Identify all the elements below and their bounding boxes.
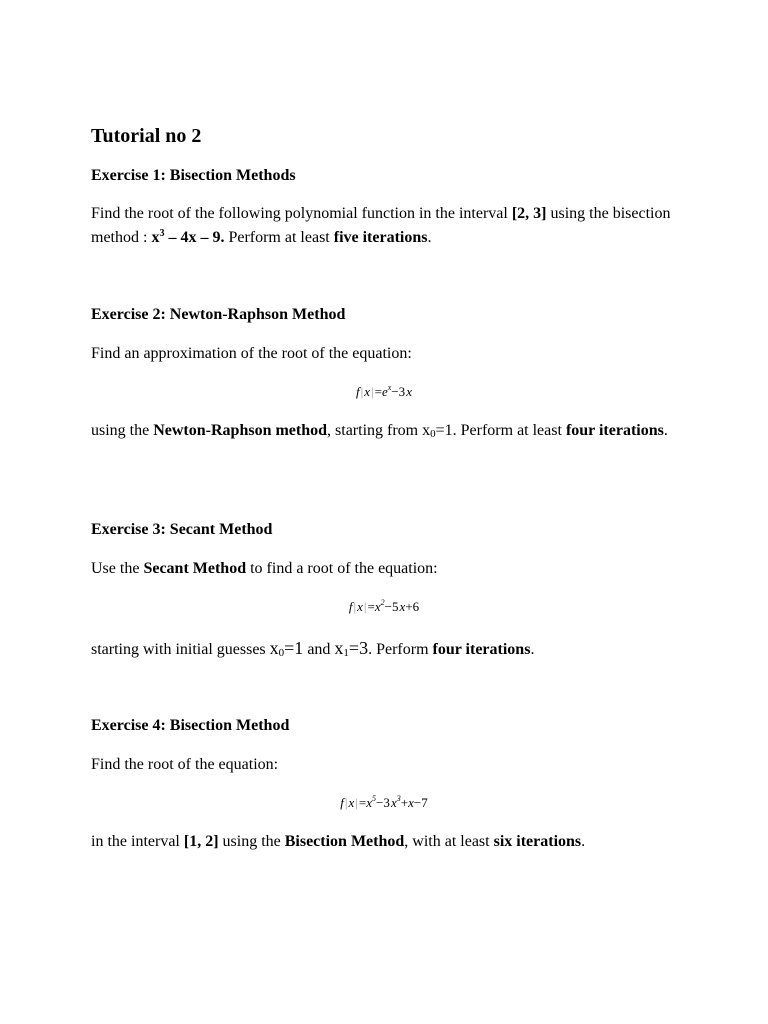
eq3-f: f [348, 599, 353, 614]
ex2-text-1: using the [91, 422, 154, 439]
eq3-x-base: x [374, 599, 381, 614]
eq4-x-b: x [390, 795, 397, 810]
exercise-1-text [91, 202, 681, 250]
ex1-poly-exponent: 3 [159, 228, 165, 239]
ex1-polynomial [151, 229, 224, 246]
ex3-method: Secant Method [143, 560, 247, 577]
ex3-text-2: to find a root of the equation: [246, 560, 438, 577]
eq4-f: f [340, 795, 344, 810]
exercise-3-heading: Exercise 3: Secant Method [91, 521, 273, 538]
exercise-2-text [91, 419, 681, 443]
eq4-x-c: x [408, 795, 414, 810]
ex2-text-3: =1. Perform at least [435, 422, 566, 439]
eq4-minus: − [376, 795, 384, 810]
eq4-plus: + [400, 795, 409, 810]
ex3-sub1: 1 [343, 647, 349, 659]
ex3-text-5: . [530, 641, 535, 658]
eq2-e: e [381, 384, 388, 399]
ex1-text-2: using the bisection method : [91, 205, 671, 246]
eq2-exponent: x [387, 383, 392, 392]
ex2-subscript: 0 [430, 428, 436, 440]
eq3-exponent: 2 [380, 598, 385, 607]
exercise-4-text [91, 830, 681, 854]
eq2-minus: − [391, 384, 399, 399]
eq3-plus: + [405, 599, 413, 614]
ex4-text-2: using the [218, 833, 285, 850]
exercise-1-heading: Exercise 1: Bisection Methods [91, 167, 296, 184]
ex1-text-3: Perform at least [224, 229, 334, 246]
exercise-2-heading: Exercise 2: Newton-Raphson Method [91, 306, 346, 323]
ex3-x0: x [269, 638, 279, 658]
exercise-4-intro: Find the root of the equation: [91, 756, 279, 773]
eq2-x2: x [406, 384, 413, 399]
ex3-text-3: starting with initial guesses [91, 641, 270, 658]
ex3-text-1: Use the [91, 560, 144, 577]
ex2-iterations: four iterations [565, 422, 664, 439]
ex3-and: and [303, 641, 335, 658]
exercise-4-equation: $f|x|=x^5-3$ $x^3+x-7$ [340, 794, 428, 810]
ex1-poly-base: x [151, 229, 160, 246]
eq4-minus-2: − [413, 795, 422, 810]
ex4-text-4: . [581, 833, 586, 850]
ex1-poly-rest: – 4x – 9. [164, 229, 225, 246]
eq4-x: x [348, 795, 355, 810]
eq2-f: f [355, 384, 360, 399]
ex1-text-1: Find the root of the following polynomial function in the interval [91, 205, 512, 222]
ex2-text-4: . [663, 422, 668, 439]
exercise-2-intro: Find an approximation of the root of the equation: [91, 345, 412, 362]
eq4-exponent-2: 3 [396, 794, 401, 803]
ex2-text-2: , starting from x [327, 422, 431, 439]
ex4-iterations: six iterations [493, 833, 582, 850]
eq2-equals: = [374, 384, 382, 399]
exercise-4-heading: Exercise 4: Bisection Method [91, 717, 290, 734]
exercise-3-text [91, 636, 681, 662]
document-title: Tutorial no 2 [91, 125, 202, 147]
eq4-coef: 3 [383, 795, 390, 810]
ex3-text-4: . Perform [368, 641, 433, 658]
eq4-x-a: x [366, 795, 373, 810]
eq4-exponent-1: 5 [372, 794, 377, 803]
ex3-x0-value: =1 [284, 638, 304, 658]
ex4-text-3: , with at least [404, 833, 494, 850]
eq3-coef: 5 [391, 599, 399, 614]
ex3-x1: x [334, 638, 344, 658]
ex4-interval: [1, 2] [183, 833, 219, 850]
eq3-equals: = [367, 599, 375, 614]
ex2-method: Newton-Raphson method [153, 422, 328, 439]
eq3-minus: − [384, 599, 392, 614]
eq2-coef: 3 [398, 384, 406, 399]
exercise-2-equation: $f|x|=e^x-3$ x [355, 383, 413, 399]
ex3-sub0: 0 [278, 647, 285, 659]
exercise-3-intro [91, 557, 681, 581]
eq3-const: 6 [412, 599, 420, 614]
eq3-x: x [357, 599, 363, 614]
eq4-equals: = [358, 795, 367, 810]
ex1-interval: [2, 3] [511, 205, 547, 222]
eq2-x: x [364, 384, 370, 399]
eq4-const: 7 [421, 795, 428, 810]
ex3-x1-value: =3 [348, 638, 369, 658]
ex3-iterations: four iterations [432, 641, 531, 658]
eq3-x2: x [399, 599, 406, 614]
ex1-text-4: . [427, 229, 432, 246]
ex4-method: Bisection Method [284, 833, 405, 850]
exercise-3-equation: $f|x|=x^2-5$ x+6 [348, 598, 420, 614]
ex1-iterations: five iterations [333, 229, 428, 246]
ex4-text-1: in the interval [91, 833, 184, 850]
